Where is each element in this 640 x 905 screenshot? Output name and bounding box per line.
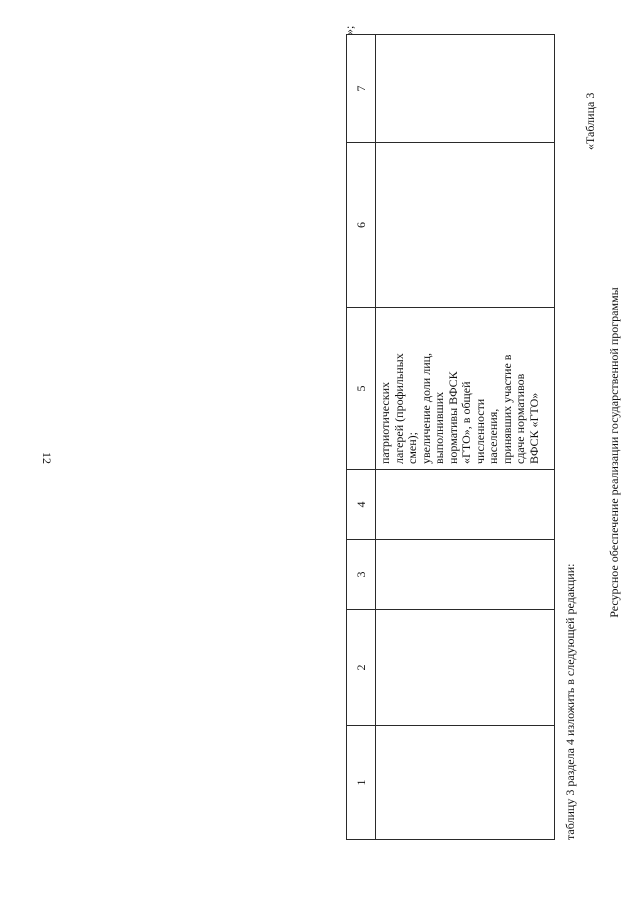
table-header-row xyxy=(347,35,376,840)
table-row xyxy=(376,35,555,840)
indicator-line: нормативы ВФСК xyxy=(445,371,460,464)
indicator-line: принявших участие в xyxy=(499,354,514,464)
indicator-text xyxy=(376,308,544,469)
indicator-line: увеличение доли лиц, xyxy=(418,352,433,464)
table-label: «Таблица 3 xyxy=(583,92,597,150)
page-number: 12 xyxy=(40,452,54,464)
indicator-line: населения, xyxy=(486,408,500,464)
table-cell-5 xyxy=(376,308,555,470)
table-title: Ресурсное обеспечение реализации государственной программы xyxy=(607,287,621,618)
header-cell-3: 3 xyxy=(347,540,376,610)
header-cell-5: 5 xyxy=(347,308,376,470)
indicator-line: патриотических xyxy=(378,382,392,464)
header-cell-6: 6 xyxy=(347,143,376,308)
table-cell-4 xyxy=(376,470,555,540)
indicator-line: смен); xyxy=(405,432,419,464)
closing-quote-mark: »; xyxy=(342,25,356,35)
header-cell-4: 4 xyxy=(347,470,376,540)
header-cell-7: 7 xyxy=(347,35,376,143)
indicator-line: «ГТО», в общей xyxy=(459,381,473,464)
instruction-text: таблицу 3 раздела 4 изложить в следующей редакции: xyxy=(563,563,577,840)
indicator-line: выполнивших xyxy=(432,391,446,464)
indicators-table xyxy=(346,34,555,840)
table-cell-1 xyxy=(376,726,555,840)
indicator-line: численности xyxy=(472,398,487,464)
previous-table-fragment xyxy=(346,34,555,840)
table-cell-7 xyxy=(376,35,555,143)
header-cell-2: 2 xyxy=(347,610,376,726)
indicator-line: ВФСК «ГТО» xyxy=(526,392,541,464)
indicator-line: лагерей (профильных xyxy=(391,353,406,464)
table-cell-2 xyxy=(376,610,555,726)
indicator-line: сдаче нормативов xyxy=(513,373,527,464)
table-cell-3 xyxy=(376,540,555,610)
header-cell-1: 1 xyxy=(347,726,376,840)
rotated-page-content xyxy=(320,0,640,905)
table-cell-6 xyxy=(376,143,555,308)
